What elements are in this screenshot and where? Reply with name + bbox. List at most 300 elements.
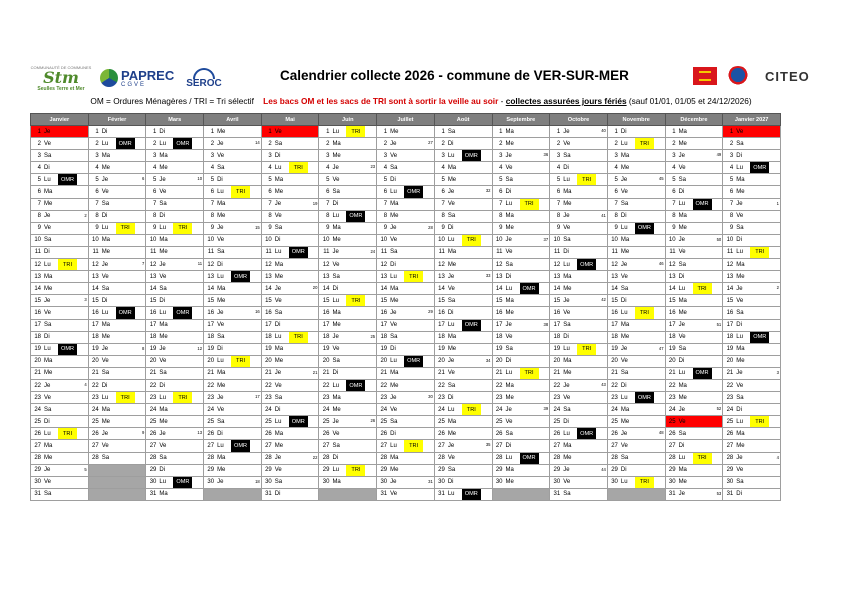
day-row: [31, 343, 781, 355]
day-number: 29: [380, 467, 388, 474]
day-number: 22: [726, 382, 734, 389]
weekday-label: Di: [101, 128, 108, 135]
weekday-label: Ma: [217, 201, 226, 208]
day-cell: [723, 416, 781, 428]
weekday-label: Lu: [620, 394, 628, 401]
collection-slot: [404, 380, 423, 391]
day-number: 17: [207, 322, 215, 329]
day-number: 18: [438, 334, 445, 341]
day-number: 16: [553, 309, 561, 316]
collection-slot: [693, 332, 712, 343]
collection-slot: [635, 440, 654, 451]
collection-slot: [231, 332, 250, 343]
day-number: 24: [726, 406, 734, 413]
weekday-label: Ve: [447, 285, 455, 292]
weekday-label: Ve: [390, 491, 398, 498]
day-cell: [550, 162, 608, 174]
day-cell: [261, 126, 319, 138]
day-cell: [146, 259, 204, 271]
day-number: 4: [729, 164, 734, 171]
day-number: 9: [499, 225, 503, 232]
day-number: 30: [149, 479, 157, 486]
week-number: 48: [658, 430, 664, 436]
day-number: 3: [614, 152, 618, 159]
weekday-label: Di: [217, 430, 223, 437]
day-cell: [377, 234, 435, 246]
day-number: 4: [268, 164, 272, 171]
weekday-label: Ve: [217, 152, 225, 159]
day-number: 16: [92, 309, 99, 316]
collection-slot: [231, 320, 250, 331]
day-number: 19: [207, 346, 215, 353]
day-row: [31, 452, 781, 464]
collection-slot: [520, 416, 539, 427]
week-number: 7: [142, 261, 145, 267]
week-number: 18: [255, 478, 260, 484]
weekday-label: Ve: [44, 394, 52, 401]
day-cell: [319, 138, 377, 150]
collection-slot: [635, 344, 654, 355]
collection-slot: [750, 477, 769, 488]
day-cell: [492, 452, 550, 464]
weekday-label: Lu: [563, 176, 570, 183]
day-number: 24: [611, 406, 618, 413]
day-cell: [146, 476, 204, 488]
day-cell: [319, 331, 377, 343]
day-cell: [319, 392, 377, 404]
weekday-label: Sa: [390, 334, 398, 341]
day-cell: [31, 488, 89, 500]
day-number: 18: [265, 334, 272, 341]
day-number: 11: [323, 249, 330, 256]
seroc-logo-icon: [193, 68, 215, 79]
day-cell: [377, 126, 435, 138]
collection-slot: [520, 307, 539, 318]
day-number: 16: [380, 309, 388, 316]
day-cell: [434, 367, 492, 379]
weekday-label: Ma: [447, 334, 457, 341]
day-number: 9: [729, 225, 734, 232]
weekday-label: Di: [332, 285, 339, 292]
day-cell: [88, 271, 146, 283]
collection-slot: [116, 259, 135, 270]
day-row: [31, 464, 781, 476]
day-number: 12: [149, 261, 157, 268]
day-number: 27: [611, 442, 618, 449]
month-header: Décembre: [665, 114, 723, 126]
weekday-label: Ma: [736, 176, 745, 183]
day-number: 4: [153, 164, 157, 171]
weekday-label: Lu: [217, 442, 224, 449]
day-cell: [261, 392, 319, 404]
day-number: 22: [380, 382, 388, 389]
weekday-label: Je: [736, 285, 743, 292]
day-number: 16: [611, 309, 618, 316]
weekday-label: Me: [736, 273, 745, 280]
day-number: 20: [438, 358, 445, 365]
day-cell: [261, 331, 319, 343]
day-cell: [319, 186, 377, 198]
weekday-label: Me: [563, 370, 572, 377]
weekday-label: Di: [505, 442, 512, 449]
day-number: 28: [149, 455, 157, 462]
week-number: 17: [255, 394, 260, 400]
day-cell: [723, 295, 781, 307]
week-number: 13: [197, 430, 203, 436]
weekday-label: Je: [274, 285, 282, 292]
weekday-label: Lu: [736, 334, 743, 341]
weekday-label: Sa: [274, 140, 283, 147]
day-cell: [665, 210, 723, 222]
weekday-label: Lu: [274, 249, 282, 256]
day-cell: [723, 464, 781, 476]
day-number: 10: [322, 237, 330, 244]
tri-collection-badge: TRI: [635, 307, 654, 318]
week-number: 23: [370, 164, 376, 170]
day-cell: [261, 283, 319, 295]
collection-slot: [116, 332, 135, 343]
collection-slot: [346, 332, 365, 343]
weekday-label: Ma: [678, 213, 687, 220]
day-number: 26: [726, 430, 734, 437]
collection-slot: [750, 404, 769, 415]
day-cell: [665, 138, 723, 150]
weekday-label: Di: [736, 406, 742, 413]
weekday-label: Lu: [159, 309, 167, 316]
day-cell: [31, 246, 89, 258]
weekday-label: Lu: [447, 152, 455, 159]
day-cell: [492, 126, 550, 138]
day-row: [31, 488, 781, 500]
day-number: 24: [438, 406, 445, 413]
omr-collection-badge: OMR: [58, 344, 77, 355]
day-number: 3: [729, 152, 734, 159]
collection-slot: [404, 332, 423, 343]
day-cell: [607, 210, 665, 222]
day-cell: [434, 416, 492, 428]
day-cell: [607, 126, 665, 138]
stm-logo-top-text: COMMUNAUTÉ DE COMMUNES: [30, 64, 92, 70]
day-cell: [377, 246, 435, 258]
collection-slot: [577, 235, 596, 246]
weekday-label: Ve: [447, 370, 455, 377]
day-number: 17: [726, 322, 734, 329]
day-cell: [261, 343, 319, 355]
weekday-label: Sa: [620, 455, 629, 462]
collection-slot: [404, 307, 423, 318]
weekday-label: Ve: [678, 164, 686, 171]
day-number: 26: [207, 430, 215, 437]
day-cell: [261, 246, 319, 258]
day-row: [31, 428, 781, 440]
tri-collection-badge: TRI: [346, 465, 365, 476]
collection-slot: [635, 368, 654, 379]
collection-slot: [462, 453, 481, 464]
collection-slot: [750, 356, 769, 367]
day-cell: [492, 150, 550, 162]
day-number: 17: [553, 322, 561, 329]
day-cell: [88, 392, 146, 404]
weekday-label: Ve: [505, 418, 513, 425]
day-cell: [665, 307, 723, 319]
day-cell: [377, 428, 435, 440]
collection-slot: [577, 356, 596, 367]
weekday-label: Ve: [390, 152, 398, 159]
day-cell: [607, 174, 665, 186]
week-number: 9: [142, 430, 145, 436]
weekday-label: Me: [274, 358, 284, 365]
day-number: 6: [210, 189, 215, 196]
collection-slot: [577, 295, 596, 306]
weekday-label: Ma: [620, 406, 630, 413]
day-cell: [31, 222, 89, 234]
day-cell: [377, 283, 435, 295]
weekday-label: Me: [447, 430, 457, 437]
weekday-label: Ma: [332, 225, 341, 232]
day-number: 26: [322, 430, 330, 437]
collection-slot: [693, 295, 712, 306]
month-header: Février: [88, 114, 146, 126]
weekday-label: Di: [159, 128, 166, 135]
day-cell: [607, 319, 665, 331]
day-number: 10: [207, 237, 215, 244]
day-number: 24: [668, 406, 676, 413]
day-cell: [550, 392, 608, 404]
collection-slot: [231, 392, 250, 403]
day-number: 2: [383, 140, 388, 147]
month-header: Août: [434, 114, 492, 126]
collection-slot: [404, 174, 423, 185]
weekday-label: Me: [217, 128, 226, 135]
weekday-label: Ve: [332, 176, 340, 183]
day-number: 24: [495, 406, 503, 413]
week-number: 40: [601, 128, 606, 133]
day-number: 13: [438, 273, 445, 280]
day-number: 18: [668, 334, 676, 341]
day-number: 29: [265, 467, 272, 474]
day-number: 13: [668, 273, 676, 280]
day-cell: [723, 404, 781, 416]
collection-slot: [231, 162, 250, 173]
day-cell: [665, 319, 723, 331]
collection-slot: [404, 320, 423, 331]
tri-collection-badge: TRI: [404, 271, 423, 282]
day-cell: [261, 307, 319, 319]
collection-slot: [693, 320, 712, 331]
day-number: 14: [265, 285, 272, 292]
day-cell: [319, 452, 377, 464]
day-cell: [261, 464, 319, 476]
weekday-label: Di: [274, 322, 281, 329]
day-row: [31, 295, 781, 307]
weekday-label: Lu: [678, 455, 686, 462]
day-cell: [377, 476, 435, 488]
day-cell: [88, 367, 146, 379]
day-number: 23: [322, 394, 330, 401]
weekday-label: Sa: [101, 370, 110, 377]
collection-slot: [173, 150, 192, 161]
weekday-label: Je: [217, 394, 224, 401]
day-row: [31, 379, 781, 391]
day-number: 14: [495, 285, 503, 292]
day-cell: [88, 343, 146, 355]
weekday-label: Me: [44, 370, 53, 377]
collection-slot: [231, 211, 250, 222]
collection-slot: [346, 283, 365, 294]
day-cell: [261, 428, 319, 440]
day-number: 3: [268, 152, 272, 159]
week-number: 39: [543, 406, 549, 412]
day-cell: [665, 198, 723, 210]
collection-slot: [346, 223, 365, 234]
weekday-label: Lu: [447, 322, 455, 329]
day-cell: [665, 150, 723, 162]
collection-slot: [635, 404, 654, 415]
day-cell: [31, 210, 89, 222]
day-cell: [31, 464, 89, 476]
collection-slot: [635, 465, 654, 476]
day-cell: [434, 343, 492, 355]
weekday-label: Me: [505, 225, 514, 232]
day-cell: [550, 186, 608, 198]
collection-slot: [289, 477, 308, 488]
weekday-label: Je: [274, 455, 282, 462]
day-number: 31: [726, 491, 734, 498]
day-cell: [261, 174, 319, 186]
collection-slot: [173, 489, 192, 500]
omr-collection-badge: OMR: [462, 150, 481, 161]
collection-slot: [693, 271, 712, 282]
collection-slot: [462, 416, 481, 427]
weekday-label: Sa: [678, 346, 686, 353]
omr-collection-badge: OMR: [577, 428, 596, 439]
day-cell: [31, 295, 89, 307]
day-row: [31, 138, 781, 150]
day-cell: [377, 319, 435, 331]
weekday-label: Lu: [217, 189, 224, 196]
collection-slot: [635, 271, 654, 282]
collection-slot: [577, 247, 596, 258]
weekday-label: Di: [217, 176, 223, 183]
day-number: 14: [553, 285, 561, 292]
day-number: 13: [265, 273, 272, 280]
day-number: 17: [149, 322, 157, 329]
weekday-label: Je: [101, 346, 109, 353]
collection-slot: [577, 392, 596, 403]
day-number: 26: [265, 430, 272, 437]
day-number: 10: [34, 237, 41, 244]
day-cell: [377, 222, 435, 234]
weekday-label: Di: [620, 297, 627, 304]
day-number: 3: [210, 152, 215, 159]
day-cell: [550, 440, 608, 452]
weekday-label: Me: [390, 297, 399, 304]
weekday-label: Ma: [505, 382, 514, 389]
collection-slot: [750, 235, 769, 246]
day-number: 29: [207, 467, 215, 474]
weekday-label: Je: [505, 237, 512, 244]
weekday-label: Ve: [678, 334, 686, 341]
weekday-label: Je: [563, 213, 570, 220]
weekday-label: Sa: [563, 491, 571, 498]
weekday-label: Je: [274, 201, 282, 208]
weekday-label: Ve: [159, 273, 167, 280]
weekday-label: Ve: [101, 189, 109, 196]
omr-collection-badge: OMR: [404, 186, 423, 197]
day-number: 15: [34, 297, 41, 304]
weekday-label: Lu: [159, 140, 167, 147]
weekday-label: Je: [563, 128, 570, 135]
collection-slot: [520, 174, 539, 185]
day-row: [31, 440, 781, 452]
day-number: 27: [265, 442, 272, 449]
weekday-label: Lu: [101, 225, 109, 232]
day-cell: [665, 271, 723, 283]
day-cell: [550, 416, 608, 428]
day-number: 8: [95, 213, 99, 220]
collection-slot: [520, 465, 539, 476]
collection-slot: [58, 368, 77, 379]
weekday-label: Ve: [332, 430, 340, 437]
weekday-label: Sa: [159, 201, 167, 208]
collection-slot: [404, 126, 423, 137]
week-number: 46: [658, 261, 664, 267]
day-cell: [723, 271, 781, 283]
weekday-label: Ve: [563, 140, 571, 147]
day-number: 24: [149, 406, 157, 413]
day-cell: [723, 319, 781, 331]
weekday-label: Je: [620, 176, 628, 183]
weekday-label: Ma: [274, 346, 284, 353]
weekday-label: Lu: [159, 394, 167, 401]
day-cell: [319, 428, 377, 440]
day-number: 10: [726, 237, 734, 244]
collection-slot: [693, 211, 712, 222]
day-cell: [319, 295, 377, 307]
collection-slot: [577, 453, 596, 464]
day-cell: [261, 162, 319, 174]
collection-slot: [231, 259, 250, 270]
weekday-label: Lu: [332, 213, 340, 220]
weekday-label: Sa: [274, 479, 283, 486]
weekday-label: Me: [736, 358, 745, 365]
day-cell: [550, 452, 608, 464]
day-cell: [204, 150, 262, 162]
paprec-logo-text: PAPREC: [121, 67, 175, 83]
collection-slot: [116, 150, 135, 161]
day-cell: [492, 355, 550, 367]
tri-collection-badge: TRI: [520, 368, 539, 379]
weekday-label: Sa: [563, 237, 571, 244]
weekday-label: Je: [217, 309, 224, 316]
month-header: Avril: [204, 114, 262, 126]
omr-collection-badge: OMR: [231, 440, 250, 451]
collection-slot: [577, 380, 596, 391]
collection-slot: [520, 356, 539, 367]
collection-slot: [231, 307, 250, 318]
day-number: 22: [265, 382, 272, 389]
day-cell: [434, 259, 492, 271]
day-cell: [146, 379, 204, 391]
weekday-label: Di: [563, 334, 569, 341]
weekday-label: Lu: [736, 418, 743, 425]
day-number: 7: [268, 201, 272, 208]
omr-collection-badge: OMR: [404, 356, 423, 367]
day-cell: [723, 259, 781, 271]
day-cell: [319, 355, 377, 367]
day-row: [31, 246, 781, 258]
day-cell: [434, 307, 492, 319]
